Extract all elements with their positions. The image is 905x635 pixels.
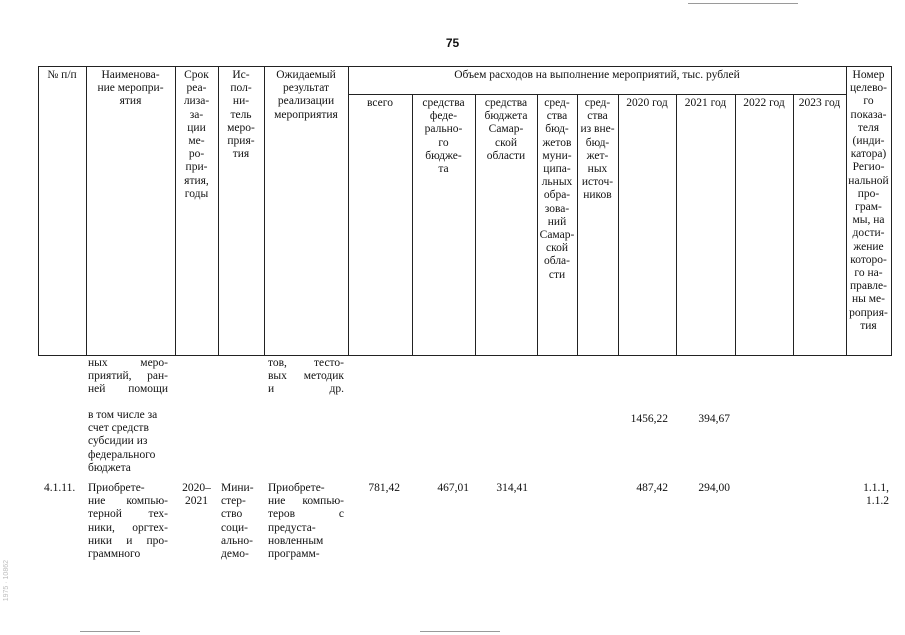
- row-4-1-11-name: Приобрете- ние компью- терной тех- ники, оргтех- ники и про- граммного: [88, 482, 168, 561]
- header-municipal: сред- ства бюд- жетов муни- ципа- льных обра- зова- ний Самар- ской обла- сти: [539, 97, 575, 281]
- header-federal: средства феде- рально- го бюдже- та: [422, 97, 465, 176]
- row-4-1-11-total: 781,42: [368, 482, 400, 494]
- header-year-2020: 2020 год: [626, 97, 668, 109]
- row-4-1-11-num: 4.1.11.: [44, 482, 76, 494]
- header-name: Наименова- ние меропри- ятия: [97, 69, 164, 108]
- header-year-2021: 2021 год: [684, 97, 727, 109]
- row-4-1-11-result: Приобрете- ние компью- теров с предуста- новленным программ-: [268, 482, 344, 561]
- row-4-1-11-term: 2020– 2021: [182, 482, 211, 508]
- header-executor: Ис- пол- ни- тель меро- прия- тия: [227, 69, 255, 161]
- row-4-1-11-2021: 294,00: [698, 482, 730, 494]
- scan-artifact-bottom-left: [80, 631, 140, 632]
- row-4-1-11-indicator: 1.1.1, 1.1.2: [863, 482, 889, 508]
- row-4-1-11-regional: 314,41: [496, 482, 528, 494]
- header-regional: средства бюджета Самар- ской области: [484, 97, 528, 162]
- scan-artifact-bottom-center: [420, 631, 500, 632]
- continuation-name: ных меро- приятий, ран- ней помощи: [88, 357, 168, 396]
- header-total: всего: [367, 97, 393, 109]
- header-term: Срок реа- лиза- за- ции ме- ро- при- ятия, годы: [183, 69, 210, 200]
- row-4-1-11-executor: Мини- стер- ство соци- ально- демо-: [221, 482, 254, 561]
- header-expenses: Объем расходов на выполнение мероприятий, тыс. рублей: [454, 69, 740, 81]
- row-4-1-11-2020: 487,42: [636, 482, 668, 494]
- continuation-result: тов, тесто- вых методик и др.: [268, 357, 344, 396]
- header-indicator: Номер целево- го показа- теля (инди- катора) Регио- нальной про- грам- мы, на дости- жение которо- го на- правле- ны ме- роприя- тия: [848, 69, 889, 332]
- header-extrabudget: сред- ства из вне- бюд- жет- ных источ- ников: [580, 97, 615, 202]
- header-num: № п/п: [47, 69, 77, 81]
- scan-mark: 1975 · 10862: [3, 560, 10, 602]
- subsidy-row-2020: 1456,22: [630, 413, 668, 425]
- subsidy-row-name: в том числе за счет средств субсидии из федерального бюджета: [88, 409, 158, 474]
- subsidy-row-2021: 394,67: [698, 413, 730, 425]
- row-4-1-11-federal: 467,01: [437, 482, 469, 494]
- page-number: 75: [445, 36, 460, 50]
- header-year-2023: 2023 год: [798, 97, 841, 109]
- scan-artifact-top: [688, 3, 798, 4]
- header-year-2022: 2022 год: [743, 97, 785, 109]
- header-result: Ожидаемый результат реализации мероприятия: [274, 69, 338, 121]
